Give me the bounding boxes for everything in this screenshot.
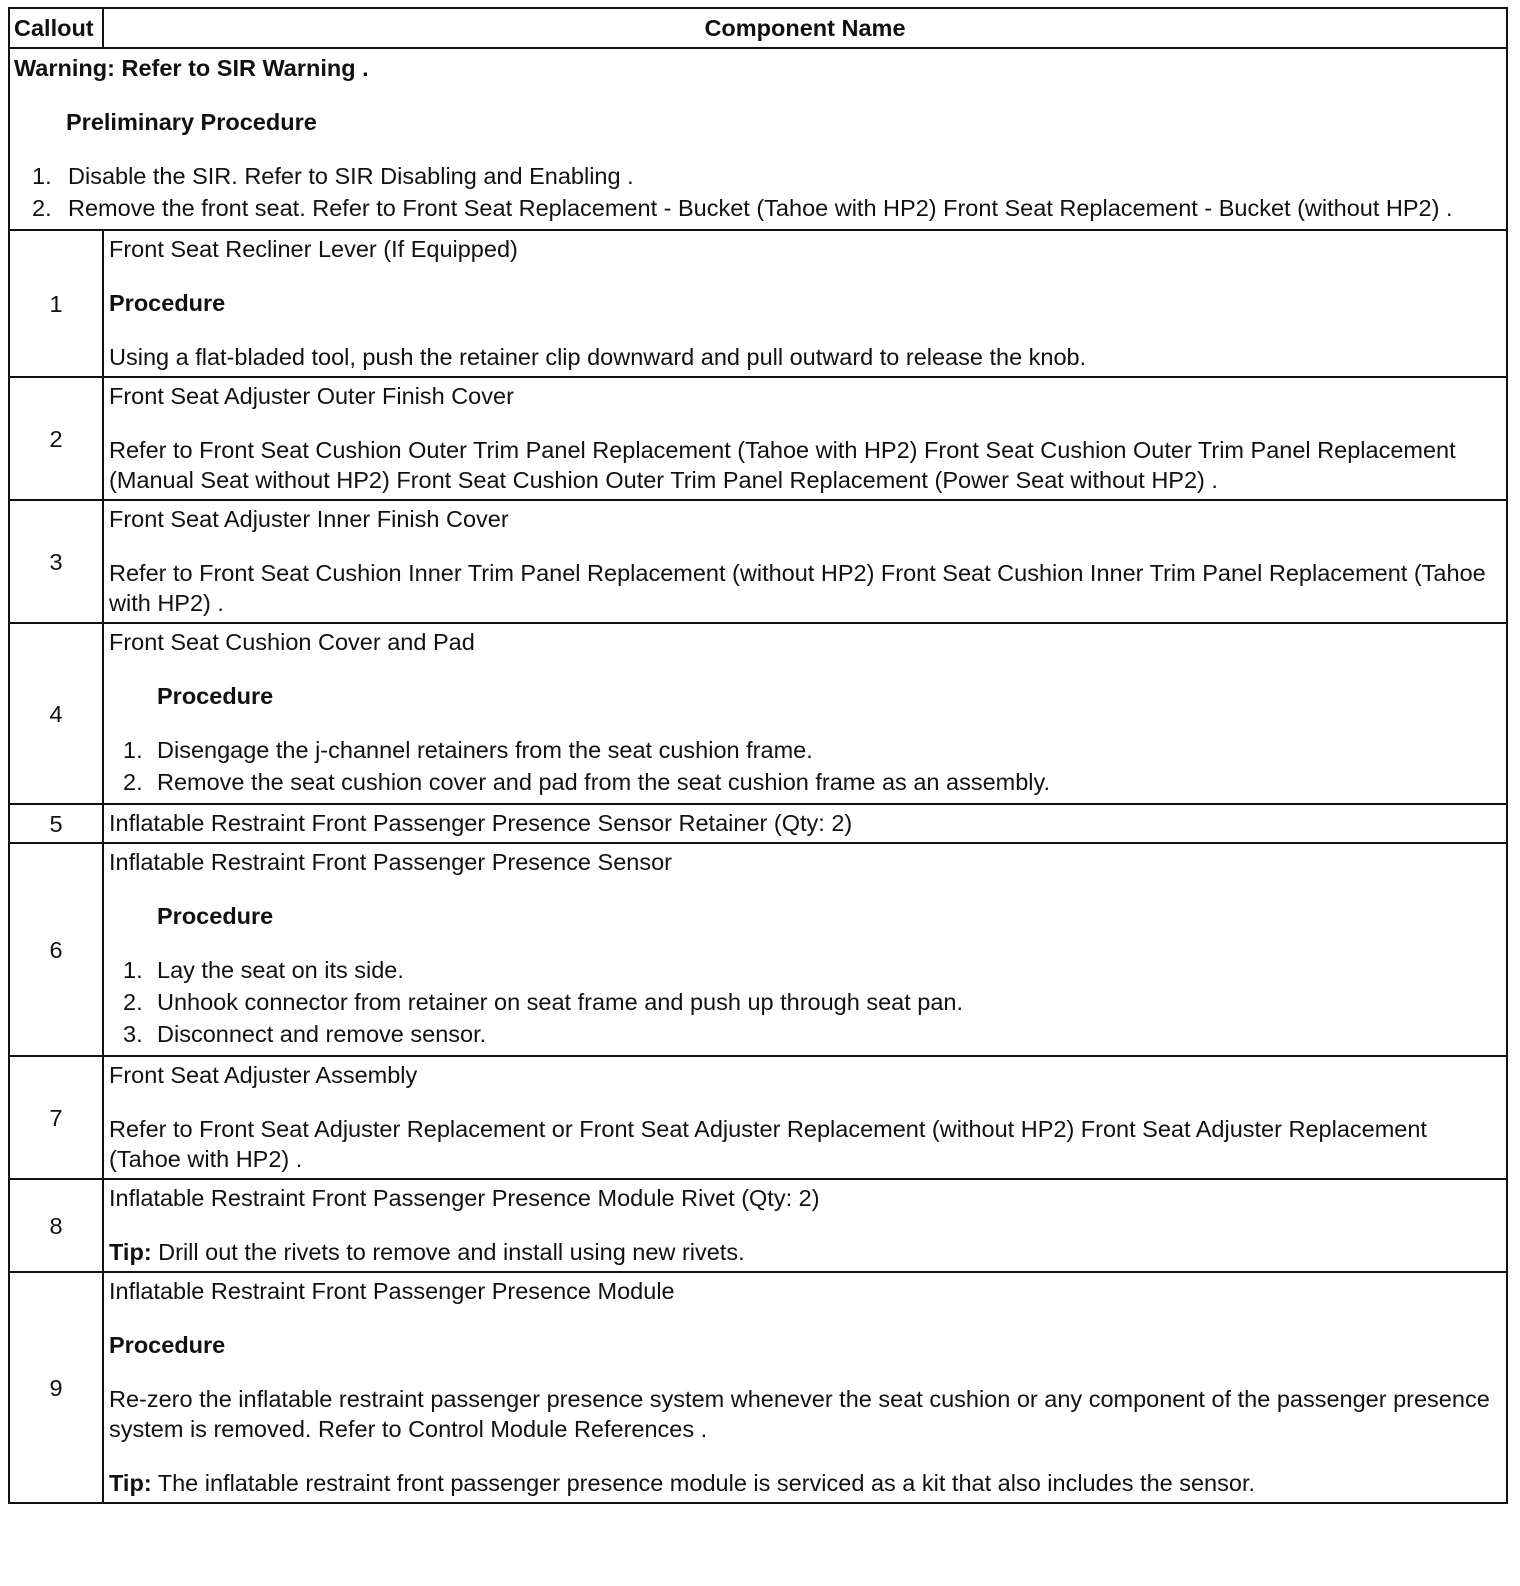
procedure-steps	[109, 955, 1500, 1049]
component-name: Front Seat Adjuster Assembly	[109, 1062, 418, 1088]
list-item: 3. Disconnect and remove sensor.	[123, 1021, 487, 1047]
table-row	[9, 1179, 1507, 1272]
table-header-row	[9, 8, 1507, 48]
component-cell	[103, 623, 1507, 804]
list-item: 2. Remove the front seat. Refer to Front Seat Replacement - Bucket (Tahoe with HP2) Front Seat Replacement - Bucket (without HP2) .	[32, 195, 1453, 221]
tip-label: Tip:	[109, 1470, 152, 1496]
tip-label: Tip:	[109, 1239, 152, 1265]
component-table	[8, 7, 1508, 1504]
component-cell	[103, 843, 1507, 1056]
warning-row	[9, 48, 1507, 230]
column-header-callout: Callout	[9, 8, 103, 48]
list-item: 1. Lay the seat on its side.	[123, 957, 404, 983]
callout-number: 7	[9, 1056, 103, 1179]
component-cell	[103, 1272, 1507, 1503]
callout-number: 9	[9, 1272, 103, 1503]
component-cell	[103, 377, 1507, 500]
component-name: Front Seat Adjuster Outer Finish Cover	[109, 383, 514, 409]
reference-text: Refer to Front Seat Adjuster Replacement or Front Seat Adjuster Replacement (without HP2) Front Seat Adjuster Replacement (Tahoe with HP2) .	[109, 1116, 1427, 1172]
component-cell	[103, 1056, 1507, 1179]
table-row	[9, 230, 1507, 377]
component-name: Inflatable Restraint Front Passenger Presence Sensor	[109, 849, 672, 875]
component-name: Front Seat Adjuster Inner Finish Cover	[109, 506, 509, 532]
procedure-heading: Procedure	[109, 290, 226, 316]
procedure-steps	[109, 735, 1500, 797]
procedure-heading: Procedure	[109, 1332, 226, 1358]
component-cell	[103, 230, 1507, 377]
component-cell	[103, 804, 1507, 843]
reference-text: Refer to Front Seat Cushion Outer Trim Panel Replacement (Tahoe with HP2) Front Seat Cushion Outer Trim Panel Replacement (Manual Seat without HP2) Front Seat Cushion Outer Trim Panel Replacement (Power Seat without HP2) .	[109, 437, 1456, 493]
callout-number: 2	[9, 377, 103, 500]
reference-text: Refer to Front Seat Cushion Inner Trim Panel Replacement (without HP2) Front Seat Cushion Inner Trim Panel Replacement (Tahoe with HP2) .	[109, 560, 1486, 616]
component-cell	[103, 500, 1507, 623]
callout-number: 6	[9, 843, 103, 1056]
list-item: 2. Unhook connector from retainer on seat frame and push up through seat pan.	[123, 989, 964, 1015]
table-row	[9, 1056, 1507, 1179]
list-item: 1. Disable the SIR. Refer to SIR Disabling and Enabling .	[32, 163, 634, 189]
callout-number: 1	[9, 230, 103, 377]
list-item: 2. Remove the seat cushion cover and pad from the seat cushion frame as an assembly.	[123, 769, 1051, 795]
callout-number: 3	[9, 500, 103, 623]
tip-text: Tip: The inflatable restraint front passenger presence module is serviced as a kit that also includes the sensor.	[109, 1470, 1256, 1496]
preliminary-steps	[14, 161, 1500, 223]
table-row	[9, 804, 1507, 843]
callout-number: 4	[9, 623, 103, 804]
column-header-component-name: Component Name	[103, 8, 1507, 48]
procedure-text: Re-zero the inflatable restraint passenger presence system whenever the seat cushion or any component of the passenger presence system is removed. Refer to Control Module References .	[109, 1386, 1490, 1442]
component-name: Front Seat Recliner Lever (If Equipped)	[109, 236, 518, 262]
warning-text: Warning: Refer to SIR Warning .	[14, 55, 369, 81]
component-cell	[103, 1179, 1507, 1272]
component-name: Inflatable Restraint Front Passenger Presence Module Rivet (Qty: 2)	[109, 1185, 820, 1211]
callout-number: 5	[9, 804, 103, 843]
procedure-heading: Procedure	[157, 903, 274, 929]
procedure-heading: Procedure	[157, 683, 274, 709]
table-row	[9, 623, 1507, 804]
component-name: Inflatable Restraint Front Passenger Presence Sensor Retainer (Qty: 2)	[109, 810, 853, 836]
tip-text: Tip: Drill out the rivets to remove and install using new rivets.	[109, 1239, 745, 1265]
procedure-text: Using a flat-bladed tool, push the retainer clip downward and pull outward to release the knob.	[109, 344, 1087, 370]
list-item: 1. Disengage the j-channel retainers from the seat cushion frame.	[123, 737, 813, 763]
table-row	[9, 1272, 1507, 1503]
table-row	[9, 377, 1507, 500]
component-name: Front Seat Cushion Cover and Pad	[109, 629, 475, 655]
warning-cell	[9, 48, 1507, 230]
preliminary-procedure-heading: Preliminary Procedure	[66, 109, 317, 135]
table-row	[9, 500, 1507, 623]
callout-number: 8	[9, 1179, 103, 1272]
table-row	[9, 843, 1507, 1056]
component-name: Inflatable Restraint Front Passenger Presence Module	[109, 1278, 675, 1304]
